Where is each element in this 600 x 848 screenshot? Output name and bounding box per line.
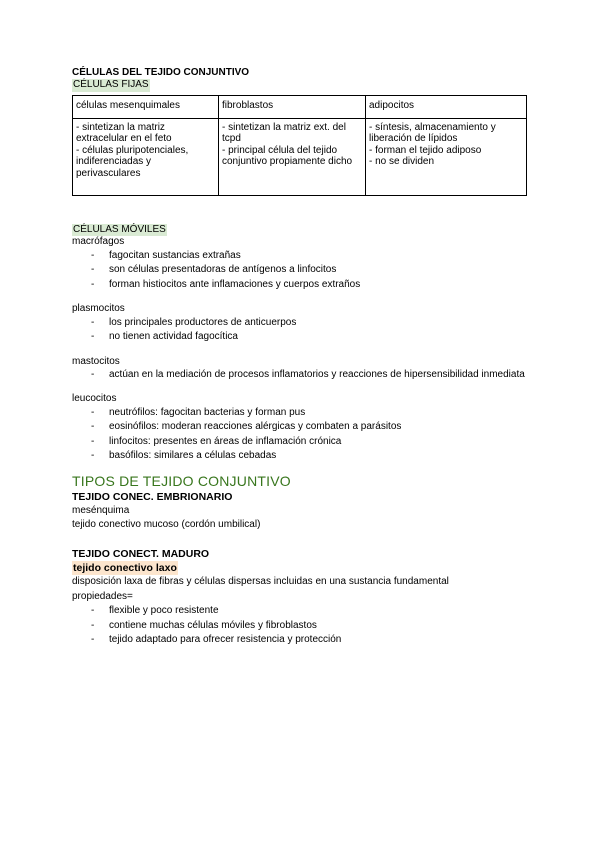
list-item: - contiene muchas células móviles y fibroblastos	[72, 619, 532, 634]
tipos-title: TIPOS DE TEJIDO CONJUNTIVO	[72, 472, 291, 489]
table-header-row	[73, 95, 527, 118]
list-item: - neutrófilos: fagocitan bacterias y forman pus	[72, 406, 532, 421]
cell-line: - forman el tejido adiposo	[369, 144, 482, 156]
bullet-list	[72, 316, 532, 345]
list-item: - actúan en la mediación de procesos inflamatorios y reacciones de hipersensibilidad inmediata	[72, 368, 532, 382]
bullet-list	[72, 604, 532, 648]
celulas-moviles-label: CÉLULAS MÓVILES	[73, 223, 166, 235]
list-item: - basófilos: similares a células cebadas	[72, 449, 532, 464]
table-row	[73, 118, 527, 195]
list-item: - flexible y poco resistente	[72, 604, 532, 619]
page-heading: CÉLULAS DEL TEJIDO CONJUNTIVO	[72, 67, 250, 78]
cell-line: - sintetizan la matriz extracelular en el feto	[76, 121, 172, 144]
bullet-list	[72, 368, 532, 382]
cell-line: - síntesis, almacenamiento y liberación de lípidos	[369, 121, 496, 144]
group-plasmocitos	[72, 303, 532, 345]
list-item: - tejido adaptado para ofrecer resistencia y protección	[72, 633, 532, 648]
group-macrofagos	[72, 236, 532, 292]
list-item: - los principales productores de anticuerpos	[72, 316, 532, 331]
cell-line: - sintetizan la matriz ext. del tcpd	[222, 121, 346, 144]
text-line: tejido conectivo mucoso (cordón umbilical)	[72, 519, 261, 530]
list-item: - eosinófilos: moderan reacciones alérgicas y combaten a parásitos	[72, 420, 532, 435]
group-name: leucocitos	[72, 393, 117, 404]
celulas-fijas-label: CÉLULAS FIJAS	[73, 79, 149, 90]
list-item: - fagocitan sustancias extrañas	[72, 249, 532, 264]
group-name: mastocitos	[72, 355, 120, 367]
list-item: - linfocitos: presentes en áreas de inflamación crónica	[72, 435, 532, 450]
cell-line: - principal célula del tejido conjuntivo propiamente dicho	[222, 144, 353, 167]
embrionario-title: TEJIDO CONEC. EMBRIONARIO	[72, 490, 233, 503]
description-line: disposición laxa de fibras y células dispersas incluidas en una sustancia fundamental	[72, 576, 449, 587]
celulas-fijas-table	[72, 95, 527, 196]
cell-line: - células pluripotenciales, indiferenciadas y perivasculares	[76, 144, 189, 179]
bullet-list	[72, 249, 532, 293]
list-item: - no tienen actividad fagocítica	[72, 330, 532, 345]
group-name: macrófagos	[72, 236, 125, 247]
list-item: - forman histiocitos ante inflamaciones y cuerpos extraños	[72, 278, 532, 293]
table-header-cell: adipocitos	[366, 95, 527, 118]
maduro-title: TEJIDO CONECT. MADURO	[72, 547, 210, 560]
group-mastocitos	[72, 356, 532, 383]
properties-label: propiedades=	[72, 590, 133, 602]
bullet-list	[72, 406, 532, 464]
cell-line: - no se dividen	[369, 156, 435, 167]
table-cell	[73, 118, 219, 195]
table-header-cell: fibroblastos	[219, 95, 366, 118]
table-header-cell: células mesenquimales	[73, 95, 219, 118]
laxo-subtitle: tejido conectivo laxo	[73, 561, 177, 574]
table-cell	[366, 118, 527, 195]
document-page	[72, 66, 532, 648]
group-leucocitos	[72, 393, 532, 464]
group-name: plasmocitos	[72, 303, 125, 314]
text-line: mesénquima	[72, 504, 130, 516]
list-item: - son células presentadoras de antígenos a linfocitos	[72, 263, 532, 278]
table-cell	[219, 118, 366, 195]
